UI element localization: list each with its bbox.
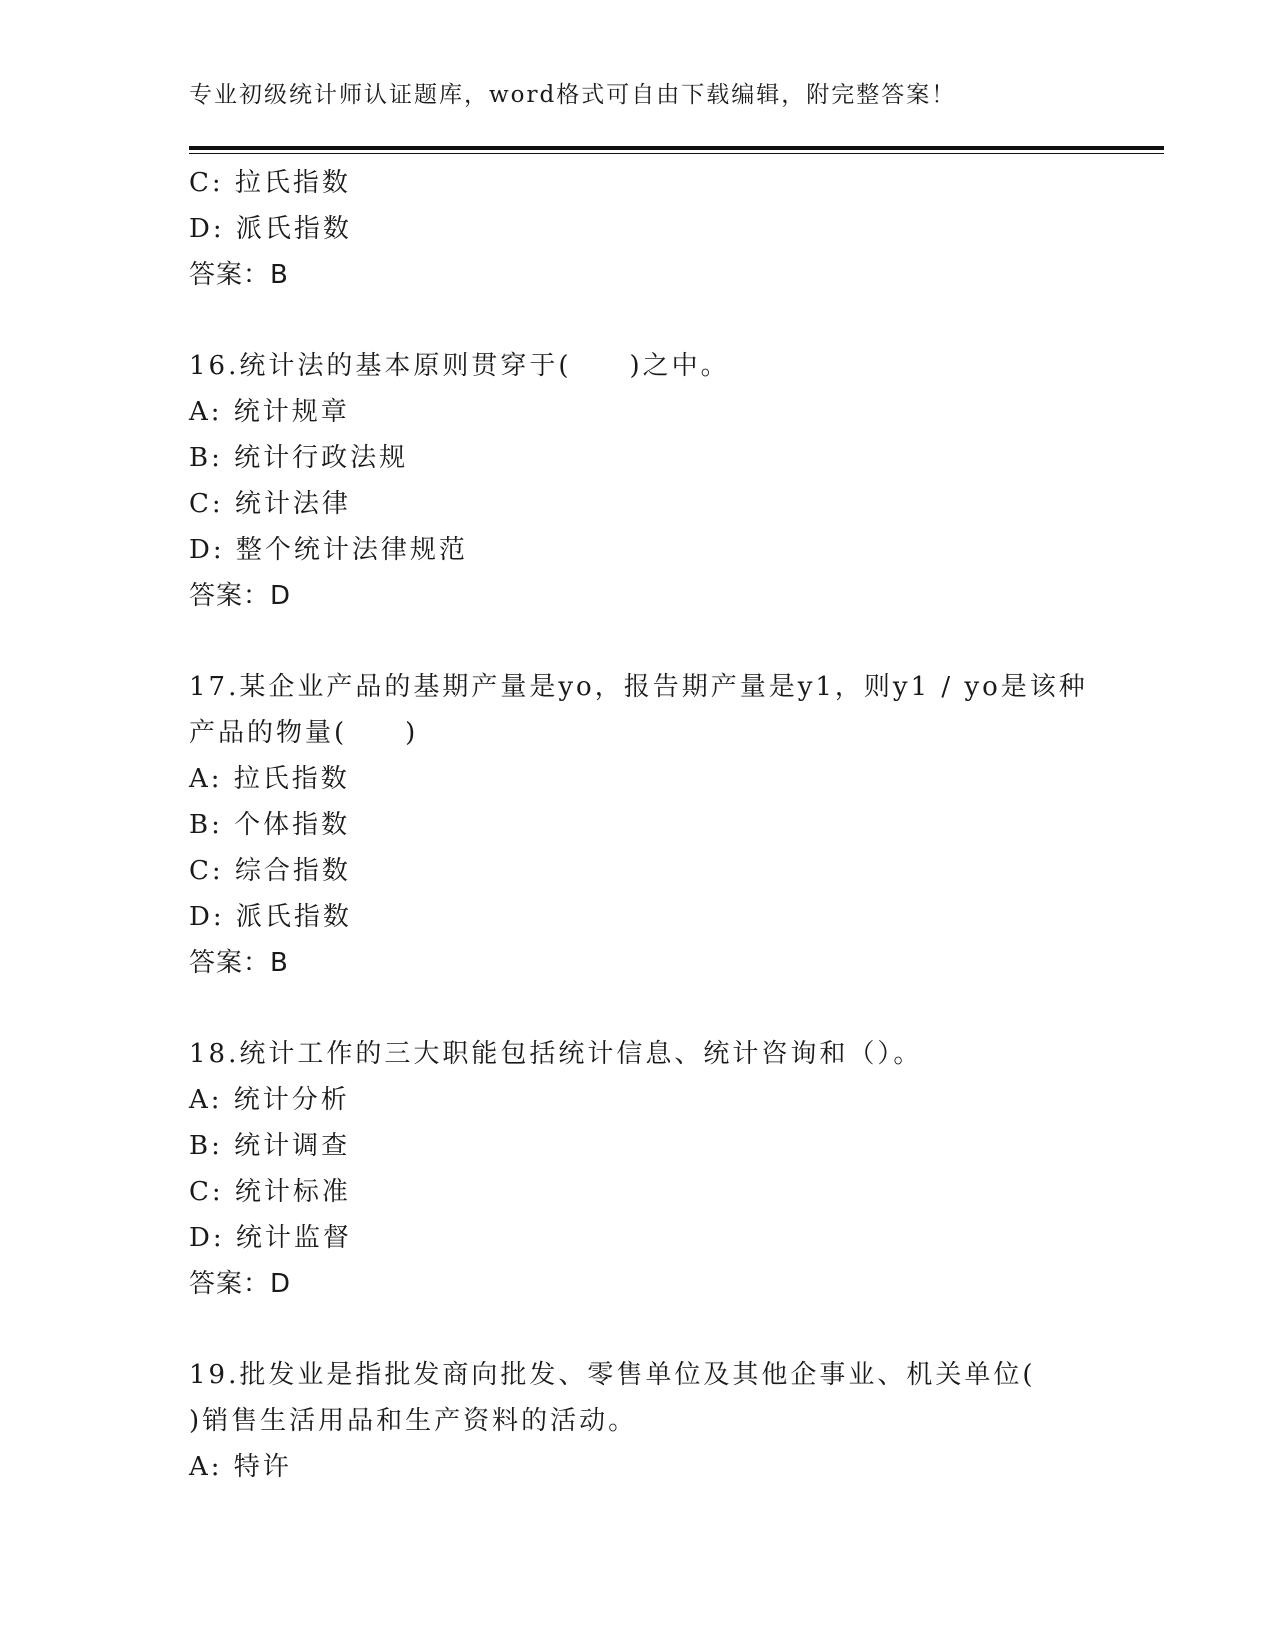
option-c: C: 综合指数 [189,856,351,886]
answer-line: 答案：D [189,1269,292,1299]
option-d: D: 派氏指数 [189,214,352,244]
option-c: C: 统计标准 [189,1177,351,1207]
option-d: D: 统计监督 [189,1223,352,1253]
option-b: B: 个体指数 [189,810,351,840]
question-19 [189,1352,1089,1490]
question-text-cont: )销售生活用品和生产资料的活动。 [189,1406,638,1436]
answer-line: 答案：D [189,581,292,611]
question-text: 17.某企业产品的基期产量是yo，报告期产量是y1，则y1 / yo是该种 [189,672,1088,702]
question-text: 18.统计工作的三大职能包括统计信息、统计咨询和（）。 [189,1039,923,1069]
question-16 [189,343,1089,619]
header-rule-thin [189,153,1164,154]
question-text: 16.统计法的基本原则贯穿于( )之中。 [189,351,730,381]
question-18 [189,1031,1089,1307]
option-a: A: 统计规章 [189,397,350,427]
question-content [189,160,1089,1490]
header-rule-thick [189,146,1164,150]
option-b: B: 统计行政法规 [189,443,409,473]
option-a: A: 统计分析 [189,1085,350,1115]
option-b: B: 统计调查 [189,1131,351,1161]
answer-line: 答案：B [189,260,289,290]
prev-question-block [189,160,1089,298]
option-a: A: 拉氏指数 [189,764,350,794]
option-d: D: 派氏指数 [189,902,352,932]
option-c: C: 统计法律 [189,489,351,519]
question-17 [189,664,1089,986]
answer-line: 答案：B [189,948,289,978]
question-text-cont: 产品的物量( ) [189,718,419,748]
option-a: A: 特许 [189,1452,292,1482]
option-c: C: 拉氏指数 [189,168,351,198]
question-text: 19.批发业是指批发商向批发、零售单位及其他企事业、机关单位( [189,1360,1036,1390]
page-header: 专业初级统计师认证题库，word格式可自由下载编辑，附完整答案！ [189,82,957,108]
option-d: D: 整个统计法律规范 [189,535,468,565]
